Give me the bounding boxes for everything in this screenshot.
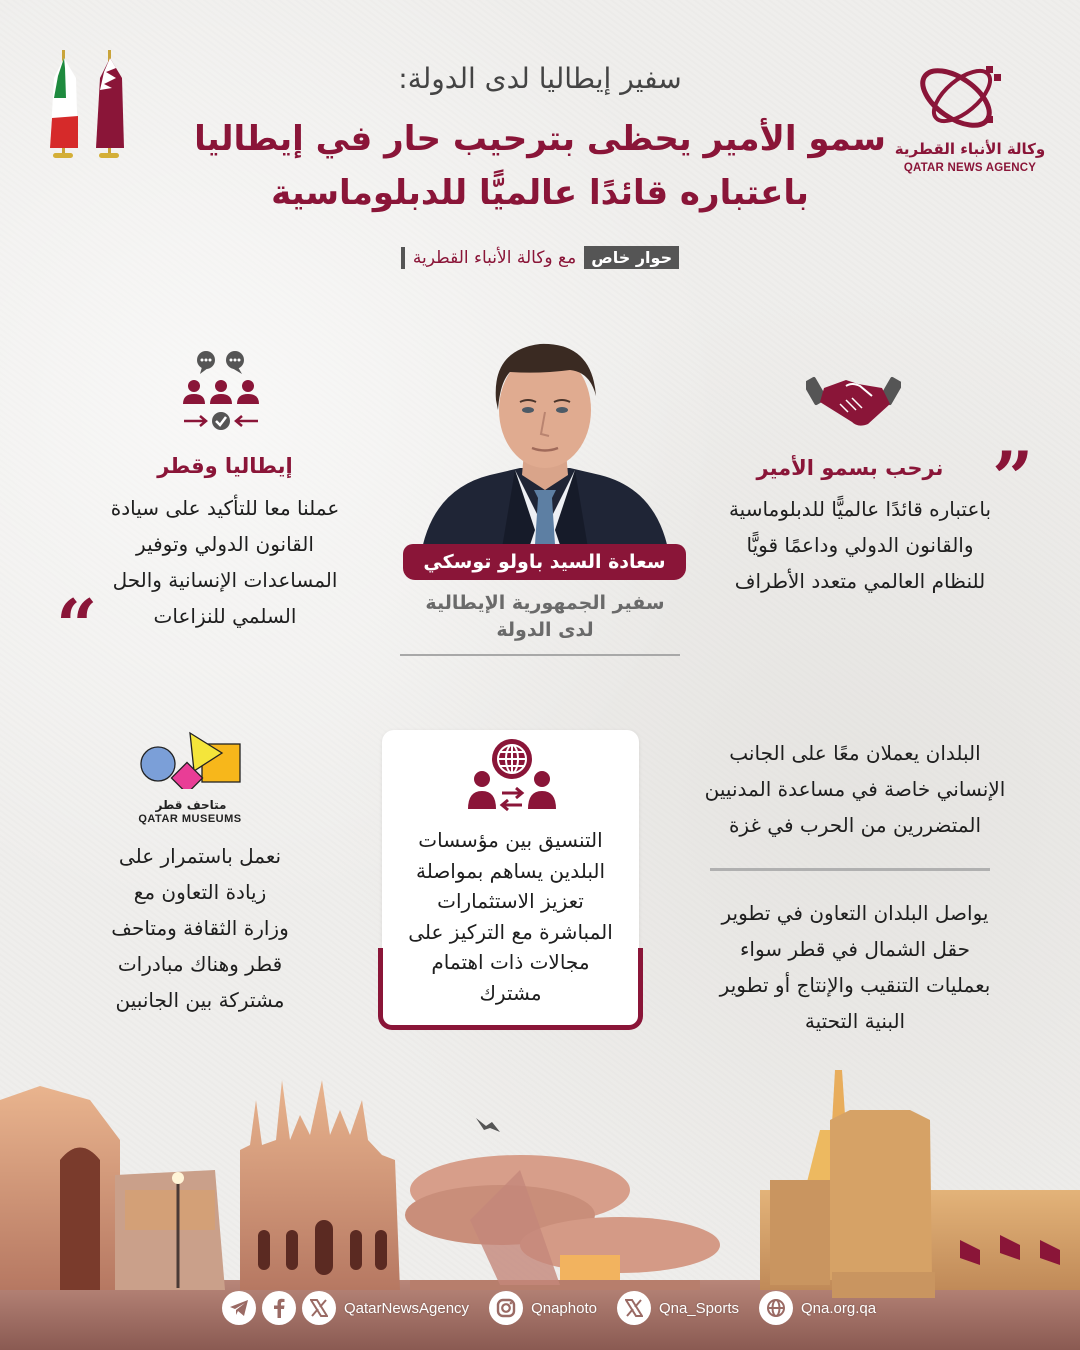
- logo-english-name: QATAR NEWS AGENCY: [903, 162, 1037, 174]
- x-handle-label[interactable]: QatarNewsAgency: [344, 1299, 470, 1317]
- museums-logo-english: QATAR MUSEUMS: [138, 813, 242, 825]
- italy-flag-icon: [48, 58, 80, 148]
- flag-base: [53, 153, 73, 158]
- text-line: مشترك: [479, 980, 542, 1005]
- exclusive-interview-badge: حوار خاص: [584, 246, 679, 269]
- ambassador-portrait: [400, 330, 690, 560]
- headline-line-1: سمو الأمير يحظى بترحيب حار في إيطاليا: [194, 119, 886, 159]
- museums-logo-arabic: متاحف قطر: [155, 798, 227, 812]
- sports-handle-label[interactable]: Qna_Sports: [658, 1299, 739, 1317]
- headline-line-2: باعتباره قائدًا عالميًّا للدبلوماسية: [271, 173, 809, 213]
- text-line: عملنا معا للتأكيد على سيادة: [110, 496, 340, 520]
- instagram-handle-label[interactable]: Qnaphoto: [531, 1299, 597, 1317]
- text-line: مشتركة بين الجانبين: [115, 988, 285, 1012]
- header-kicker: سفير إيطاليا لدى الدولة:: [398, 62, 682, 95]
- italy-qatar-text: [80, 490, 370, 634]
- headline: [170, 112, 910, 220]
- instagram-link[interactable]: [489, 1291, 523, 1325]
- open-quote-icon: “: [56, 583, 98, 668]
- social-links: [222, 1290, 890, 1326]
- tag-text: مع وكالة الأنباء القطرية: [412, 247, 577, 268]
- text-line: يواصل البلدان التعاون في تطوير: [721, 901, 989, 925]
- logo-arabic-name: وكالة الأنباء القطرية: [894, 140, 1046, 158]
- text-line: البنية التحتية: [804, 1009, 906, 1033]
- section-title-welcome-emir: نرحب بسمو الأمير: [756, 456, 944, 480]
- coordination-text: [392, 825, 629, 1008]
- portrait-photo: [400, 330, 690, 560]
- facebook-icon: [273, 1298, 285, 1318]
- facebook-link[interactable]: [262, 1291, 296, 1325]
- text-line: البلدان يعملان معًا على الجانب: [729, 741, 981, 765]
- text-line: والقانون الدولي وداعمًا قويًّا: [746, 533, 974, 557]
- website-link[interactable]: [759, 1291, 793, 1325]
- global-exchange-icon: [468, 737, 556, 812]
- section-title-italy-qatar: إيطاليا وقطر: [157, 454, 293, 478]
- text-line: المساعدات الإنسانية والحل: [112, 568, 338, 592]
- divider: [400, 654, 680, 656]
- text-line: المتضررين من الحرب في غزة: [728, 813, 982, 837]
- close-quote-icon: ”: [992, 435, 1034, 520]
- website-label[interactable]: Qna.org.qa: [801, 1299, 877, 1317]
- text-line: باعتباره قائدًا عالميًّا للدبلوماسية: [728, 497, 992, 521]
- museums-text: [80, 838, 320, 1018]
- x-link-qna[interactable]: [302, 1291, 336, 1325]
- ambassador-name: سعادة السيد باولو توسكي: [403, 544, 686, 580]
- text-line: زيادة التعاون مع: [133, 880, 267, 904]
- qatar-flag-icon: [94, 58, 126, 148]
- text-line: المباشرة مع التركيز على: [408, 919, 613, 944]
- team-consensus-icon: [180, 350, 265, 435]
- text-line: وزارة الثقافة ومتاحف: [111, 916, 289, 940]
- section-divider: [710, 868, 990, 871]
- bird: [476, 1118, 500, 1132]
- x-icon: [310, 1299, 328, 1317]
- text-line: نعمل باستمرار على: [118, 844, 282, 868]
- qna-emblem-icon: [880, 52, 1060, 142]
- instagram-icon: [496, 1298, 516, 1318]
- text-line: للنظام العالمي متعدد الأطراف: [734, 569, 986, 593]
- text-line: بعمليات التنقيب والإنتاج أو تطوير: [719, 973, 991, 997]
- text-line: القانون الدولي وتوفير: [136, 532, 314, 556]
- globe-icon: [766, 1298, 786, 1318]
- text-line: الإنساني خاصة في مساعدة المدنيين: [704, 777, 1006, 801]
- flag-base: [99, 153, 119, 158]
- milan-cathedral: [240, 1080, 400, 1290]
- text-line: تعزيز الاستثمارات: [437, 889, 584, 913]
- telegram-icon: [229, 1299, 249, 1317]
- qatar-museums-logo-icon: [138, 731, 244, 789]
- text-line: حقل الشمال في قطر سواء: [739, 937, 971, 961]
- x-icon: [625, 1299, 643, 1317]
- tag-bar-divider: [401, 247, 405, 269]
- text-line: مجالات ذات اهتمام: [431, 950, 590, 974]
- role-line-1: سفير الجمهورية الإيطالية: [425, 592, 665, 614]
- zubara-fort: [760, 1070, 1080, 1298]
- interview-tag: [300, 246, 780, 269]
- text-line: التنسيق بين مؤسسات: [418, 828, 603, 852]
- galleria-building: [0, 1086, 225, 1290]
- flags-illustration: [40, 50, 140, 165]
- telegram-link[interactable]: [222, 1291, 256, 1325]
- ambassador-role: [400, 590, 690, 644]
- text-line: البلدين يساهم بمواصلة: [415, 858, 605, 883]
- welcome-emir-text: [690, 491, 1030, 599]
- qna-logo: [880, 52, 1060, 182]
- x-link-sports[interactable]: [617, 1291, 651, 1325]
- text-line: السلمي للنزاعات: [153, 604, 297, 628]
- text-line: قطر وهناك مبادرات: [117, 952, 283, 976]
- national-museum: [405, 1155, 720, 1290]
- humanitarian-text: [670, 735, 1040, 843]
- north-field-text: [680, 895, 1030, 1039]
- handshake-icon: [806, 368, 901, 428]
- role-line-2: لدى الدولة: [496, 619, 594, 641]
